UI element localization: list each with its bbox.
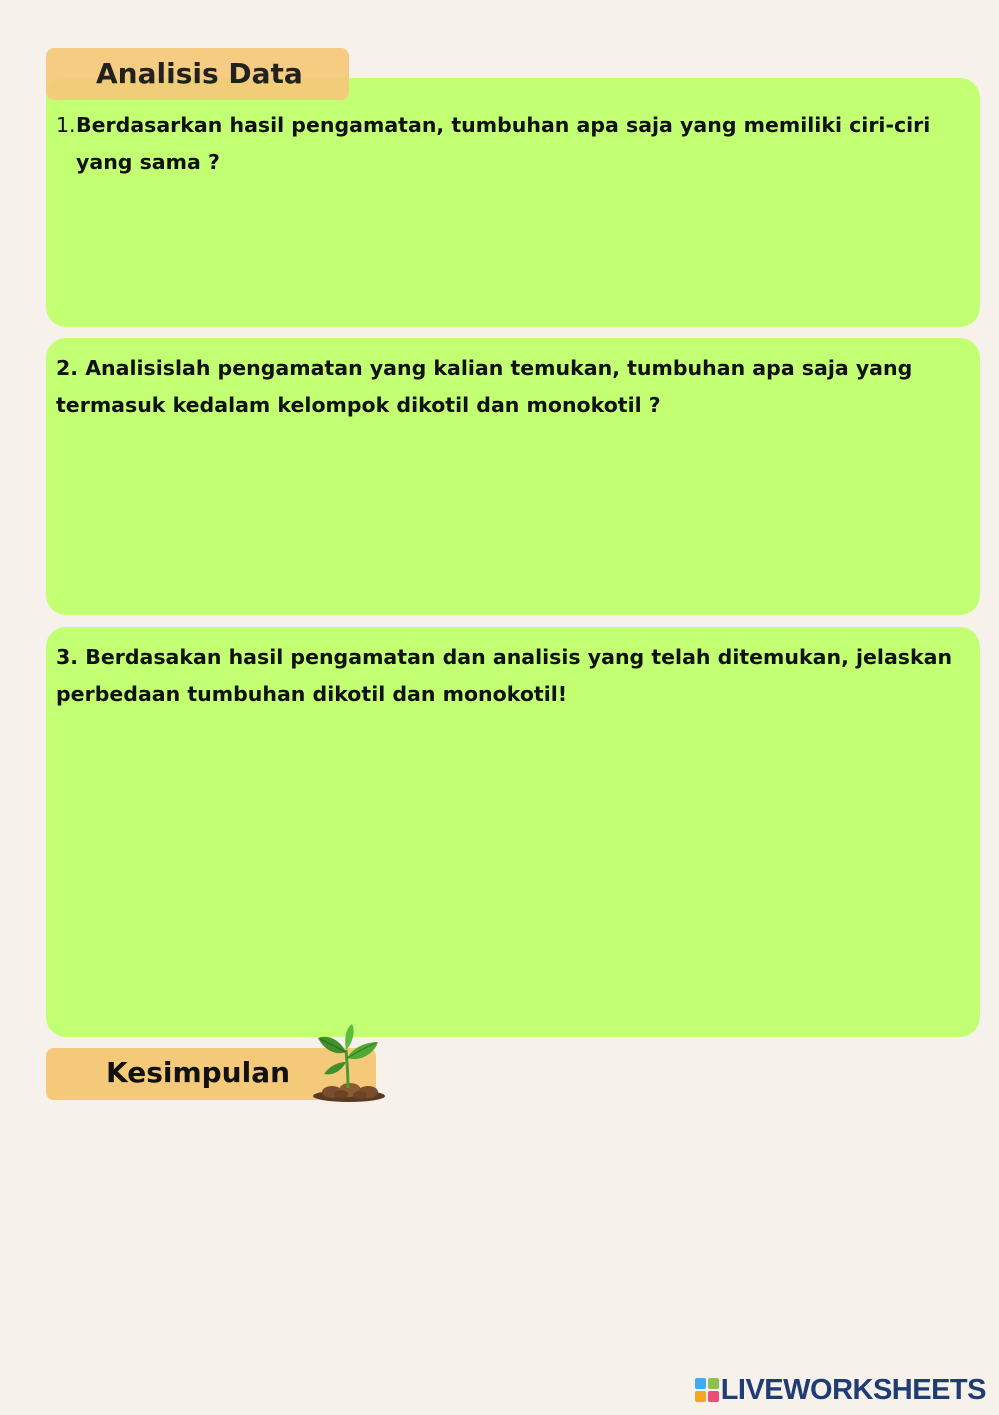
question-1-text: Berdasarkan hasil pengamatan, tumbuhan apa saja yang memiliki ciri-ciri yang sama ? xyxy=(76,113,931,174)
question-1 xyxy=(56,107,966,181)
sprout-icon xyxy=(310,1022,388,1104)
section-title-analisis-data xyxy=(46,48,349,100)
answer-box-2[interactable] xyxy=(46,338,980,615)
brand-name: LIVEWORKSHEETS xyxy=(720,1373,986,1406)
liveworksheets-logo-icon xyxy=(695,1378,719,1402)
section-title-analisis-data-text: Analisis Data xyxy=(96,57,303,90)
question-1-number: 1. xyxy=(56,113,76,137)
answer-box-1[interactable] xyxy=(46,78,980,327)
answer-box-3[interactable] xyxy=(46,627,980,1037)
question-2-text: 2. Analisislah pengamatan yang kalian temukan, tumbuhan apa saja yang termasuk kedalam kelompok dikotil dan monokotil ? xyxy=(56,356,913,417)
section-title-kesimpulan-text: Kesimpulan xyxy=(106,1056,291,1089)
liveworksheets-brand xyxy=(695,1373,986,1407)
question-3-text: 3. Berdasakan hasil pengamatan dan analisis yang telah ditemukan, jelaskan perbedaan tumbuhan dikotil dan monokotil! xyxy=(56,645,953,706)
